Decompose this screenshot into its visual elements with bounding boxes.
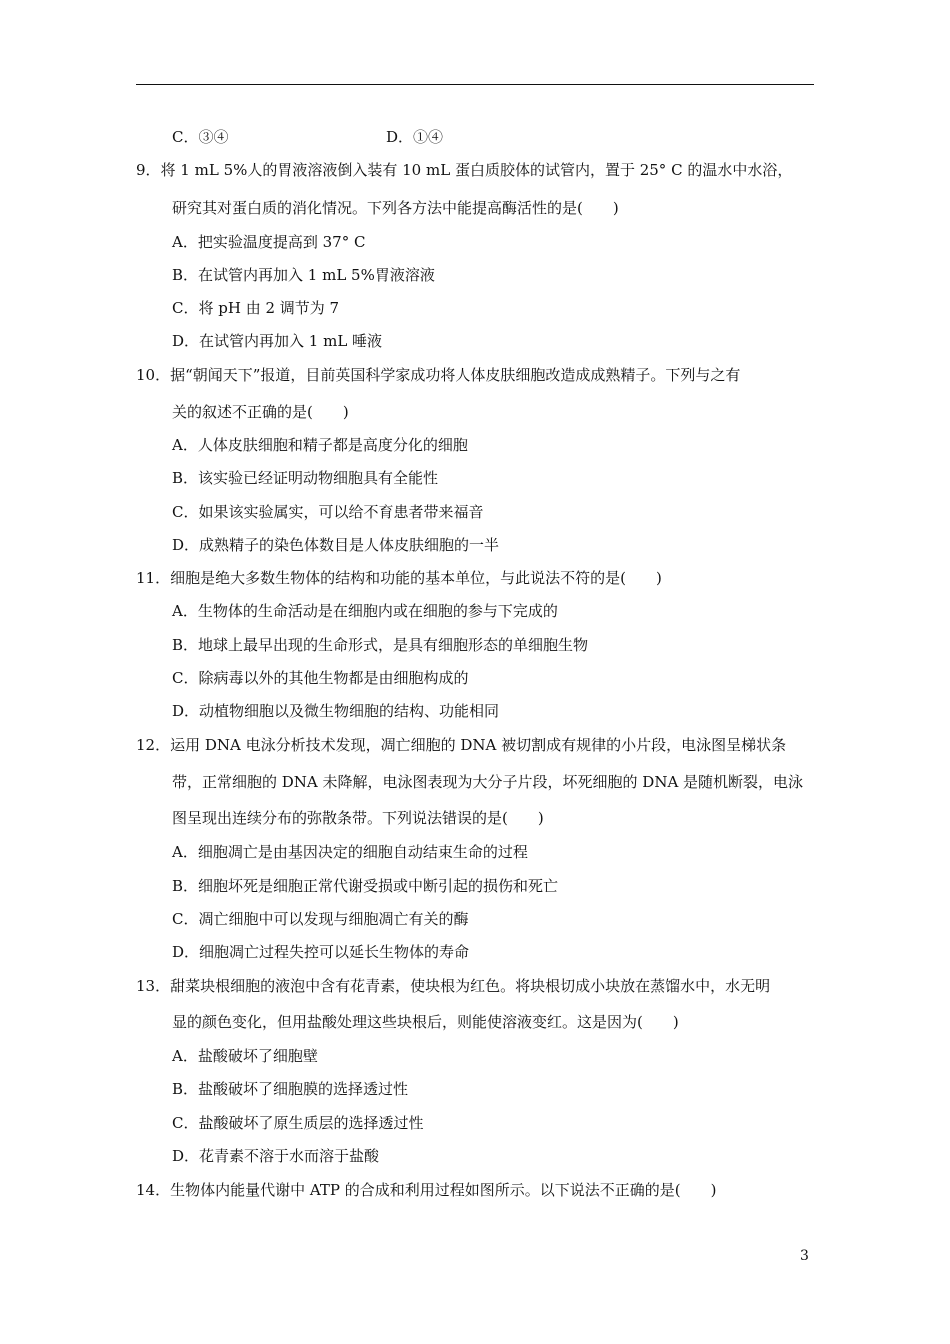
question-9-option-a: A．把实验温度提高到 37° C <box>172 233 366 251</box>
question-11-option-c: C．除病毒以外的其他生物都是由细胞构成的 <box>172 669 469 687</box>
question-13-stem-line-1: 13．甜菜块根细胞的液泡中含有花青素，使块根为红色。将块根切成小块放在蒸馏水中，水无明 <box>136 977 771 995</box>
question-13-option-b: B．盐酸破坏了细胞膜的选择透过性 <box>172 1080 409 1098</box>
question-10-stem-line-1: 10．据“朝闻天下”报道，目前英国科学家成功将人体皮肤细胞改造成成熟精子。下列与之有 <box>136 366 741 384</box>
question-9-stem-line-1: 9．将 1 mL 5%人的胃液溶液倒入装有 10 mL 蛋白质胶体的试管内，置于 25° C 的温水中水浴， <box>136 161 793 179</box>
prev-option-c: C．③④ <box>172 128 229 146</box>
question-10-stem-line-2: 关的叙述不正确的是( ) <box>172 403 349 421</box>
question-12-stem-line-2: 带，正常细胞的 DNA 未降解，电泳图表现为大分子片段，坏死细胞的 DNA 是随机断裂，电泳 <box>172 773 804 791</box>
question-12-stem-line-1: 12．运用 DNA 电泳分析技术发现，凋亡细胞的 DNA 被切割成有规律的小片段，电泳图呈梯状条 <box>136 736 787 754</box>
question-13-stem-line-2: 显的颜色变化，但用盐酸处理这些块根后，则能使溶液变红。这是因为( ) <box>172 1013 679 1031</box>
question-11-option-d: D．动植物细胞以及微生物细胞的结构、功能相同 <box>172 702 500 720</box>
question-9-option-d: D．在试管内再加入 1 mL 唾液 <box>172 332 383 350</box>
question-12-option-c: C．凋亡细胞中可以发现与细胞凋亡有关的酶 <box>172 910 469 928</box>
header-rule <box>136 84 814 85</box>
question-10-option-b: B．该实验已经证明动物细胞具有全能性 <box>172 469 439 487</box>
question-9-stem-line-2: 研究其对蛋白质的消化情况。下列各方法中能提高酶活性的是( ) <box>172 199 619 217</box>
question-13-option-c: C．盐酸破坏了原生质层的选择透过性 <box>172 1114 424 1132</box>
question-10-option-d: D．成熟精子的染色体数目是人体皮肤细胞的一半 <box>172 536 500 554</box>
question-12-stem-line-3: 图呈现出连续分布的弥散条带。下列说法错误的是( ) <box>172 809 544 827</box>
question-10-option-c: C．如果该实验属实，可以给不育患者带来福音 <box>172 503 484 521</box>
question-12-option-a: A．细胞凋亡是由基因决定的细胞自动结束生命的过程 <box>172 843 528 861</box>
question-9-option-c: C．将 pH 由 2 调节为 7 <box>172 299 340 317</box>
question-11-option-b: B．地球上最早出现的生命形式，是具有细胞形态的单细胞生物 <box>172 636 589 654</box>
question-12-option-d: D．细胞凋亡过程失控可以延长生物体的寿命 <box>172 943 470 961</box>
question-13-option-a: A．盐酸破坏了细胞壁 <box>172 1047 318 1065</box>
question-12-option-b: B．细胞坏死是细胞正常代谢受损或中断引起的损伤和死亡 <box>172 877 559 895</box>
prev-option-d: D．①④ <box>386 128 444 146</box>
page-number: 3 <box>800 1248 809 1264</box>
question-9-option-b: B．在试管内再加入 1 mL 5%胃液溶液 <box>172 266 435 284</box>
question-13-option-d: D．花青素不溶于水而溶于盐酸 <box>172 1147 380 1165</box>
question-11-option-a: A．生物体的生命活动是在细胞内或在细胞的参与下完成的 <box>172 602 558 620</box>
question-10-option-a: A．人体皮肤细胞和精子都是高度分化的细胞 <box>172 436 468 454</box>
question-14-stem-line-1: 14．生物体内能量代谢中 ATP 的合成和利用过程如图所示。以下说法不正确的是( ) <box>136 1181 717 1199</box>
question-11-stem-line-1: 11．细胞是绝大多数生物体的结构和功能的基本单位，与此说法不符的是( ) <box>136 569 662 587</box>
